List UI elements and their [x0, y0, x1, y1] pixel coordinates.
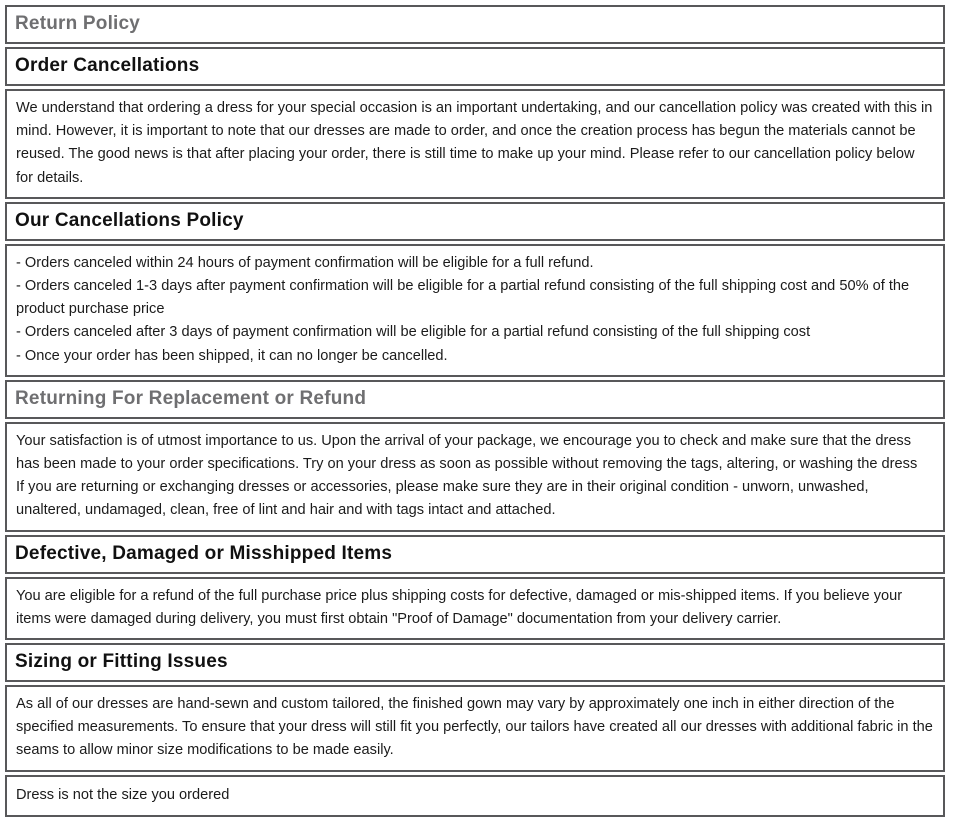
list-item: - Once your order has been shipped, it can no longer be cancelled.: [16, 347, 448, 364]
section-body-order-cancellations: [5, 89, 945, 199]
section-title: Sizing or Fitting Issues: [15, 651, 228, 673]
section-heading-defective-damaged-or-misshipped-items: [5, 535, 945, 574]
return-policy-document: [5, 5, 945, 817]
section-body-sizing-or-fitting-issues: [5, 685, 945, 772]
section-body-defective-damaged-or-misshipped-items: [5, 577, 945, 640]
section-title: Order Cancellations: [15, 55, 200, 76]
paragraph: If you are returning or exchanging dresses or accessories, please make sure they are in their original condition - unworn, unwashed, unaltered, undamaged, clean, free of lint and hair and with tags intact and attached.: [16, 479, 869, 519]
paragraph: You are eligible for a refund of the full purchase price plus shipping costs for defective, damaged or mis-shipped items. If you believe your items were damaged during delivery, you must first obtain "Proof of Damage" documentation from your delivery carrier.: [16, 587, 903, 627]
section-heading-return-policy: [5, 5, 945, 44]
section-heading-our-cancellations-policy: [5, 202, 945, 241]
section-heading-sizing-or-fitting-issues: [5, 643, 945, 682]
list-item: - Orders canceled after 3 days of payment confirmation will be eligible for a partial refund consisting of the full shipping cost: [16, 324, 811, 341]
paragraph: Your satisfaction is of utmost importance to us. Upon the arrival of your package, we encourage you to check and make sure that the dress has been made to your order specifications. Try on your dress as soon as possible without removing the tags, altering, or washing the dress: [16, 432, 918, 473]
paragraph: Dress is not the size you ordered: [16, 786, 230, 803]
list-item: - Orders canceled within 24 hours of payment confirmation will be eligible for a full refund.: [16, 254, 594, 271]
section-heading-order-cancellations: [5, 47, 945, 86]
section-body-our-cancellations-policy: [5, 244, 945, 377]
list-item: - Orders canceled 1-3 days after payment confirmation will be eligible for a partial refund consisting of the full shipping cost and 50% of the product purchase price: [16, 278, 910, 318]
section-title: Defective, Damaged or Misshipped Items: [15, 542, 393, 564]
paragraph: We understand that ordering a dress for your special occasion is an important undertaking, and our cancellation policy was created with this in mind. However, it is important to note that our dresses are made to order, and once the creation process has begun the materials cannot be reused. The good news is that after placing your order, there is still time to make up your mind. Please refer to our cancellation policy below for details.: [16, 100, 933, 186]
section-body-returning-for-replacement-or-refund: [5, 422, 945, 532]
paragraph: As all of our dresses are hand-sewn and custom tailored, the finished gown may vary by approximately one inch in either direction of the specified measurements. To ensure that your dress will still fit you perfectly, our tailors have created all our dresses with additional fabric in the seams to allow minor size modifications to be made easily.: [16, 696, 933, 759]
section-heading-returning-for-replacement-or-refund: [5, 380, 945, 419]
page-title: Return Policy: [15, 13, 141, 34]
section-title: Returning For Replacement or Refund: [15, 387, 367, 409]
section-title: Our Cancellations Policy: [15, 209, 244, 231]
